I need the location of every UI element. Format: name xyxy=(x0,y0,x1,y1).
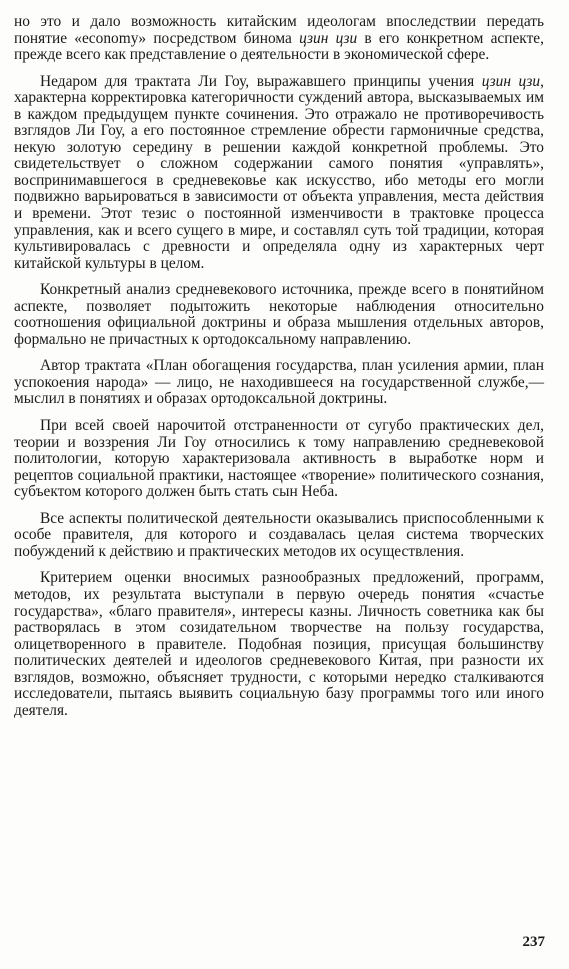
body-text xyxy=(14,14,544,719)
page-number: 237 xyxy=(522,934,545,950)
paragraph-1-text-a: но это и дало возможность китайским идеологам впоследствии передать понятие «economy» посредством бинома xyxy=(14,13,544,47)
paragraph-7-text: Критерием оценки вносимых разнообразных предложений, программ, методов, их результата выступали в первую очередь понятия «счастье государства», «благо правителя», интересы казны. Личность советника как бы растворялась в этом созидательном творчестве на пользу государства, олицетворенного в правителе. Подобная позиция, присущая большинству политических деятелей и идеологов средневекового Китая, при разности их взглядов, возможно, объясняет трудности, с которыми нередко сталкиваются исследователи, пытаясь выявить социальную базу программы того или иного деятеля. xyxy=(14,569,544,719)
paragraph-2-text-a: Недаром для трактата Ли Гоу, выражавшего принципы учения xyxy=(40,72,482,90)
paragraph-1 xyxy=(14,14,544,64)
paragraph-5 xyxy=(14,418,544,501)
paragraph-2-text-b: , характерна корректировка категоричности суждений автора, высказываемых им в каждом предыдущем пункте сочинения. Это отражало не противоречивость взглядов Ли Гоу, а его постоянное стремление обрести гармоничные средства, некую золотую середину в решении каждой конкретной проблемы. Это свидетельствует о сложном содержании самого понятия «управлять», воспринимавшегося в средневековье как искусство, ибо методы его могли подвижно варьироваться в зависимости от объекта управления, места действия и времени. Этот тезис о постоянной изменчивости в трактовке процесса управления, как и всего сущего в мире, и составлял суть той традиции, которая культивировалась с древности и определяла одну из характерных черт китайской культуры в целом. xyxy=(14,72,544,272)
paragraph-3 xyxy=(14,282,544,348)
paragraph-3-text: Конкретный анализ средневекового источника, прежде всего в понятийном аспекте, позволяет подытожить некоторые наблюдения относительно соотношения официальной доктрины и образа мышления отдельных авторов, формально не причастных к ортодоксальному направлению. xyxy=(14,281,544,348)
paragraph-5-text: При всей своей нарочитой отстраненности от сугубо практических дел, теории и воззрения Ли Гоу относились к тому направлению средневековой политологии, которую характеризовала активность в выработке норм и рецептов социальной практики, настоящее «творение» политического сознания, субъектом которого должен быть стать сын Неба. xyxy=(14,417,544,501)
paragraph-6-text: Все аспекты политической деятельности оказывались приспособленными к особе правителя, для которого и создавалась целая система творческих побуждений к действию и практических методов их осуществления. xyxy=(14,509,544,560)
paragraph-4 xyxy=(14,358,544,408)
paragraph-2 xyxy=(14,74,544,273)
paragraph-2-term: цзин цзи xyxy=(481,72,541,90)
paragraph-1-term: цзин цзи xyxy=(299,29,358,47)
paragraph-7 xyxy=(14,570,544,719)
paragraph-1-text-b: в его конкретном аспекте, прежде всего как представление о деятельности в экономической сфере. xyxy=(14,29,544,64)
paragraph-6 xyxy=(14,511,544,561)
paragraph-4-text: Автор трактата «План обогащения государства, план усиления армии, план успокоения народа» — лицо, не находившееся на государственной службе,— мыслил в понятиях и образах ортодоксальной доктрины. xyxy=(14,357,544,408)
